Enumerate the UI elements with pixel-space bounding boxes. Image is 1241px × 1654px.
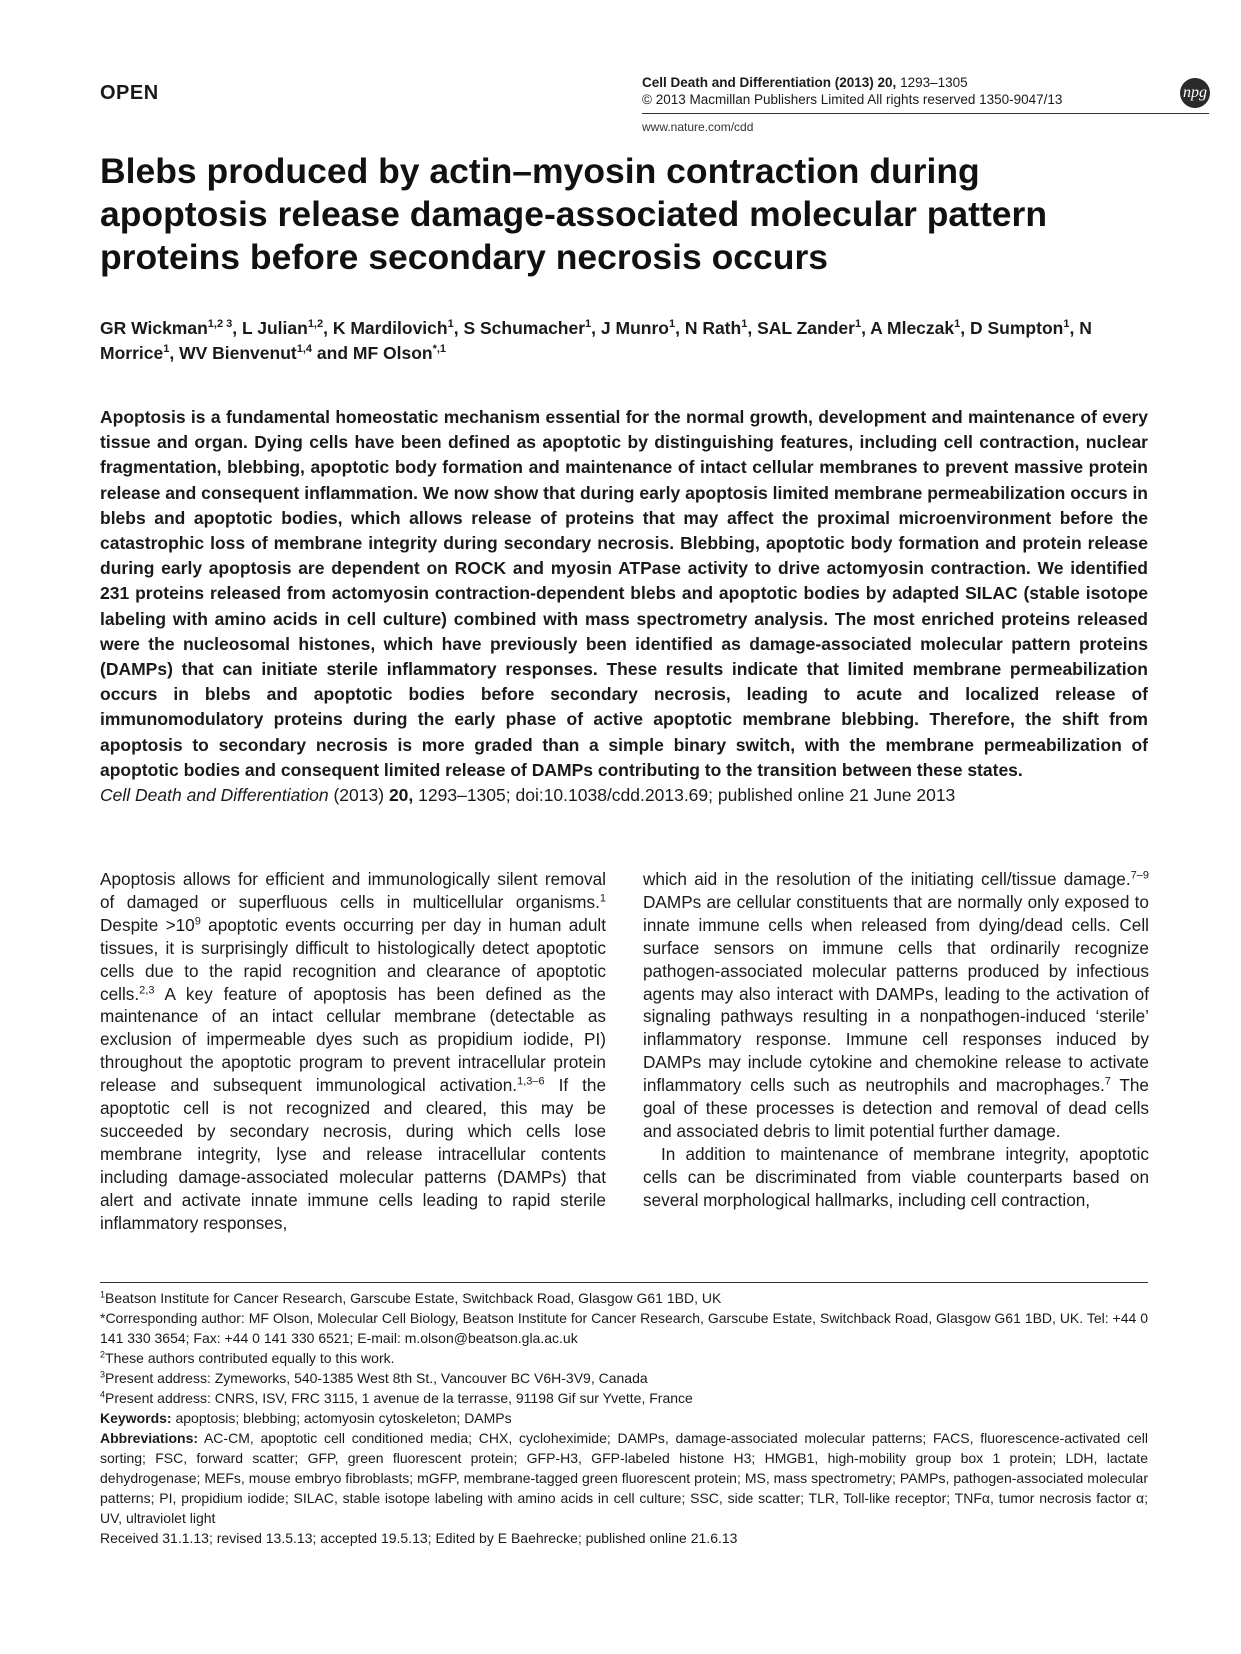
footnote-received-dates: Received 31.1.13; revised 13.5.13; accepted 19.5.13; Edited by E Baehrecke; published online 21.6.13 bbox=[100, 1530, 738, 1546]
author-name: J Munro bbox=[600, 318, 669, 338]
author-name: L Julian bbox=[242, 318, 308, 338]
author-name: S Schumacher bbox=[463, 318, 586, 338]
author-affiliation-marker: 1 bbox=[163, 343, 170, 356]
citation-line bbox=[100, 784, 1148, 806]
footnote-divider bbox=[100, 1282, 1148, 1283]
author-list: GR Wickman$^{1,2 3}$, L Julian$^{1,2}$, K Mardilovich$^1$, S Schumacher$^1$, J Munro$^1$, N Rath$^1$, SAL Zander$^1$, A Mleczak$^1$, D Sumpton$^1$, N Morrice$^1$, WV Bienvenut$^{1,4}$ and MF Olson$^{*,1}$ bbox=[100, 318, 1092, 363]
reference-marker[interactable]: 9 bbox=[194, 915, 201, 928]
npg-logo: npg bbox=[1180, 78, 1210, 108]
author-affiliation-marker: *,1 bbox=[432, 343, 447, 356]
body-right-paragraph-1: which aid in the resolution of the initiating cell/tissue damage.$^{7-9}$ DAMPs are cellular constituents that are normally only exposed to innate immune cells when released from dying/dead cells. Cell surface sensors on immune cells that ordinarily recognize pathogen-associated molecular patterns produced by infectious agents may also interact with DAMPs, leading to the activation of signaling pathways resulting in a nonpathogen-induced ‘sterile’ inflammatory response. Immune cell responses induced by DAMPs may include cytokine and chemokine release to activate inflammatory cells such as neutrophils and macrophages.$^7$ The goal of these processes is detection and removal of dead cells and associated debris to limit potential further damage. bbox=[643, 869, 1149, 1141]
body-column-right bbox=[643, 868, 1149, 1212]
journal-website-link[interactable]: www.nature.com/cdd bbox=[642, 120, 754, 134]
copyright-line: © 2013 Macmillan Publishers Limited All rights reserved 1350-9047/13 bbox=[642, 92, 1063, 107]
reference-marker[interactable]: 1 bbox=[599, 892, 606, 905]
open-access-label: OPEN bbox=[100, 82, 159, 104]
author-affiliation-marker: 1 bbox=[585, 318, 592, 331]
footnote-keywords: Keywords: apoptosis; blebbing; actomyosin cytoskeleton; DAMPs bbox=[100, 1410, 512, 1426]
author-name: A Mleczak bbox=[870, 318, 955, 338]
footnote-abbreviations: Abbreviations: AC-CM, apoptotic cell conditioned media; CHX, cycloheximide; DAMPs, damage-associated molecular patterns; FACS, fluorescence-activated cell sorting; FSC, forward scatter; GFP, green fluorescent protein; GFP-H3, GFP-labeled histone H3; HMGB1, high-mobility group box 1 protein; LDH, lactate dehydrogenase; MEFs, mouse embryo fibroblasts; mGFP, membrane-tagged green fluorescent protein; MS, mass spectrometry; PAMPs, pathogen-associated molecular patterns; PI, propidium iodide; SILAC, stable isotope labeling with amino acids in cell culture; SSC, side scatter; TLR, Toll-like receptor; TNFα, tumor necrosis factor α; UV, ultraviolet light bbox=[100, 1430, 1148, 1526]
author-affiliation-marker: 1 bbox=[741, 318, 748, 331]
journal-name: Cell Death and Differentiation (2013) 20, bbox=[642, 75, 897, 90]
author-affiliation-marker: 1 bbox=[1063, 318, 1070, 331]
footnote-equal-contribution: $^2$These authors contributed equally to this work. bbox=[100, 1349, 395, 1366]
abstract: Apoptosis is a fundamental homeostatic mechanism essential for the normal growth, development and maintenance of every tissue and organ. Dying cells have been defined as apoptotic by distinguishing features, including cell contraction, nuclear fragmentation, blebbing, apoptotic body formation and maintenance of intact cellular membranes to prevent massive protein release and consequent inflammation. We now show that during early apoptosis limited membrane permeabilization occurs in blebs and apoptotic bodies, which allows release of proteins that may affect the proximal microenvironment before the catastrophic loss of membrane integrity during secondary necrosis. Blebbing, apoptotic body formation and protein release during early apoptosis are dependent on ROCK and myosin ATPase activity to drive actomyosin contraction. We identified 231 proteins released from actomyosin contraction-dependent blebs and apoptotic bodies by adapted SILAC (stable isotope labeling with amino acids in cell culture) combined with mass spectrometry analysis. The most enriched proteins released were the nucleosomal histones, which have previously been identified as damage-associated molecular pattern proteins (DAMPs) that can initiate sterile inflammatory responses. These results indicate that limited membrane permeabilization occurs in blebs and apoptotic bodies before secondary necrosis, leading to acute and localized release of immunomodulatory proteins during the early phase of active apoptotic membrane blebbing. Therefore, the shift from apoptosis to secondary necrosis is more graded than a simple binary switch, with the membrane permeabilization of apoptotic bodies and consequent limited release of DAMPs contributing to the transition between these states. bbox=[100, 407, 1148, 780]
citation-year: (2013) bbox=[333, 785, 385, 805]
author-affiliation-marker: 1 bbox=[668, 318, 676, 331]
author-name: GR Wickman bbox=[100, 318, 208, 338]
journal-info bbox=[642, 74, 1062, 108]
reference-marker[interactable]: 1,3–6 bbox=[517, 1075, 545, 1088]
author-name: MF Olson bbox=[352, 343, 433, 363]
header-divider bbox=[642, 113, 1209, 114]
author-affiliation-marker: 1 bbox=[854, 318, 862, 331]
citation-details: 1293–1305; doi:10.1038/cdd.2013.69; published online 21 June 2013 bbox=[418, 785, 956, 805]
author-name: K Mardilovich bbox=[332, 318, 448, 338]
footnotes bbox=[100, 1288, 1148, 1548]
reference-marker[interactable]: 7 bbox=[1104, 1075, 1111, 1088]
footnote-affiliation: $^1$Beatson Institute for Cancer Research, Garscube Estate, Switchback Road, Glasgow G61 1BD, UK bbox=[100, 1289, 722, 1306]
author-name: N Rath bbox=[684, 318, 742, 338]
body-column-left: Apoptosis allows for efficient and immunologically silent removal of damaged or superfluous cells in multicellular organisms.$^1$ Despite $>10^9$ apoptotic events occurring per day in human adult tissues, it is surprisingly difficult to histologically detect apoptotic cells due to the rapid recognition and clearance of apoptotic cells.$^{2,3}$ A key feature of apoptosis has been defined as the maintenance of an intact cellular membrane (detectable as exclusion of impermeable dyes such as propidium iodide, PI) throughout the apoptotic program to prevent intracellular protein release and subsequent immunological activation.$^{1,3-6}$ If the apoptotic cell is not recognized and cleared, this may be succeeded by secondary necrosis, during which cells lose membrane integrity, lyse and release intracellular contents including damage-associated molecular patterns (DAMPs) that alert and activate innate immune cells leading to rapid sterile inflammatory responses, bbox=[100, 869, 607, 1233]
footnote-corresponding-author: *Corresponding author: MF Olson, Molecular Cell Biology, Beatson Institute for Cancer Research, Garscube Estate, Switchback Road, Glasgow G61 1BD, UK. Tel: +44 0 141 330 3654; Fax: +44 0 141 330 6521; E-mail: m.olson@beatson.gla.ac.uk bbox=[100, 1310, 1148, 1346]
citation-volume: 20, bbox=[388, 785, 414, 805]
author-affiliation-marker: 1,2 3 bbox=[207, 318, 233, 331]
citation-journal: Cell Death and Differentiation bbox=[100, 785, 329, 805]
footnote-present-address-1: $^3$Present address: Zymeworks, 540-1385 West 8th St., Vancouver BC V6H-3V9, Canada bbox=[100, 1369, 648, 1386]
journal-citation-line bbox=[642, 74, 1062, 91]
author-affiliation-marker: 1,2 bbox=[307, 318, 324, 331]
author-name: SAL Zander bbox=[757, 318, 855, 338]
body-right-paragraph-2: In addition to maintenance of membrane integrity, apoptotic cells can be discriminated from viable counterparts based on several morphological hallmarks, including cell contraction, bbox=[643, 1143, 1149, 1210]
author-name: D Sumpton bbox=[970, 318, 1064, 338]
author-name: N Morrice bbox=[100, 318, 1092, 363]
article-title: Blebs produced by actin–myosin contraction during apoptosis release damage-associated molecular pattern proteins before secondary necrosis occurs bbox=[100, 151, 1048, 277]
author-name: WV Bienvenut bbox=[179, 343, 297, 363]
author-affiliation-marker: 1 bbox=[447, 318, 454, 331]
journal-pages: 1293–1305 bbox=[900, 75, 968, 90]
footnote-present-address-2: $^4$Present address: CNRS, ISV, FRC 3115, 1 avenue de la terrasse, 91198 Gif sur Yvette, France bbox=[100, 1389, 693, 1406]
reference-marker[interactable]: 2,3 bbox=[139, 983, 155, 996]
reference-marker[interactable]: 7–9 bbox=[1130, 869, 1149, 882]
author-affiliation-marker: 1,4 bbox=[296, 343, 313, 356]
author-affiliation-marker: 1 bbox=[954, 318, 961, 331]
